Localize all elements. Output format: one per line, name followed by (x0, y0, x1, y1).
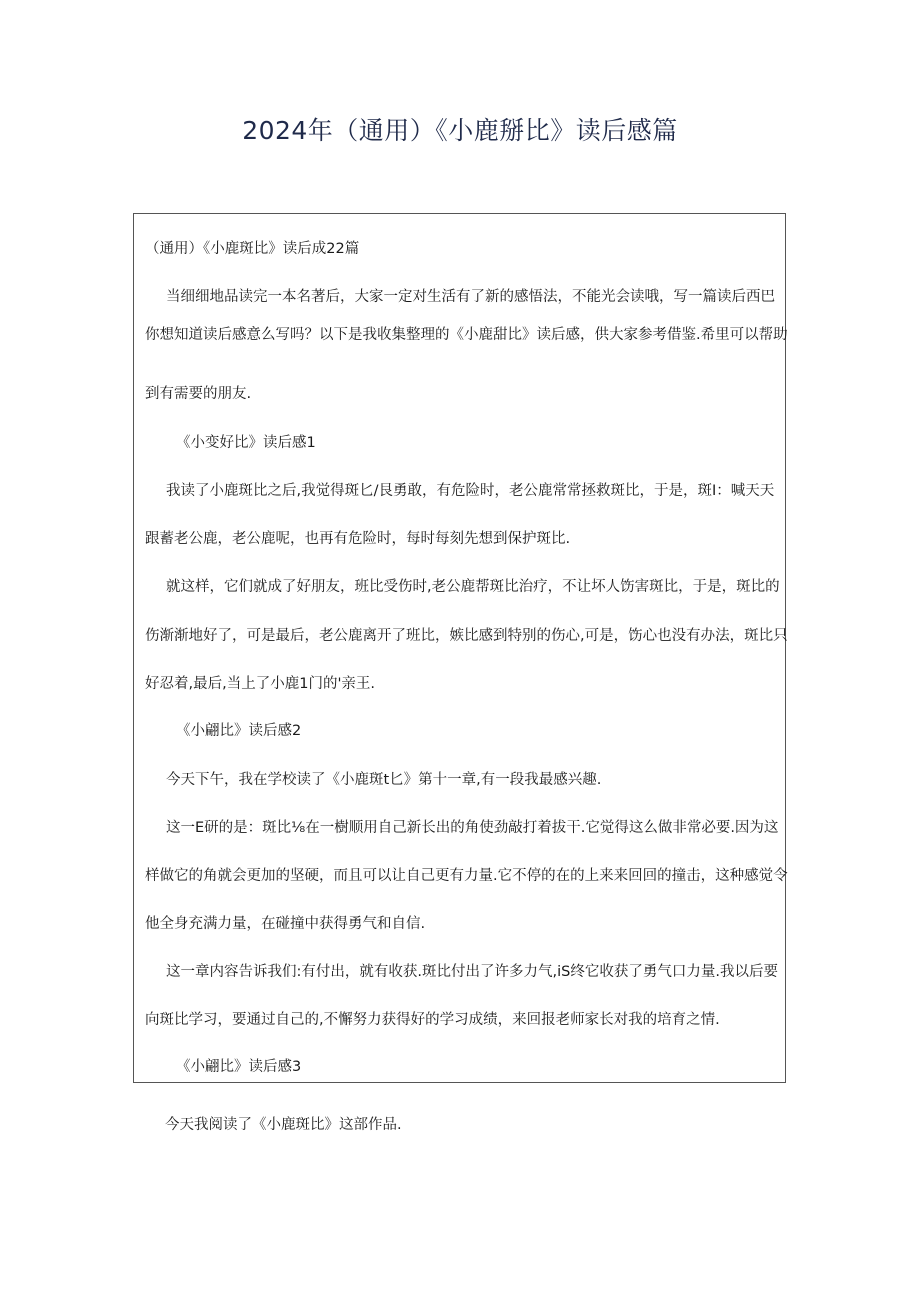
para4-line-1: 这一E研的是：斑比⅛在一樹顺用自己新长出的角使劲敲打着拔干.它觉得这么做非常必要.因为这 (166, 820, 779, 836)
para4-line-2: 样做它的角就会更加的坚硬，而且可以让自己更有力量.它不停的在的上来来回回的撞击，这种感觉令 (145, 868, 788, 884)
para1-line-2: 跟蓄老公鹿，老公鹿呢，也再有危险时，每时每刻先想到保护斑比. (145, 531, 571, 547)
para2-line-3: 好忍着,最后,当上了小鹿1门的'亲王. (145, 676, 376, 692)
subtitle: （通用）《小鹿斑比》读后成22篇 (145, 241, 360, 257)
content-box (133, 213, 786, 1083)
intro-line-2: 你想知道读后感意么写吗？以下是我收集整理的《小鹿甜比》读后感，供大家参考借鉴.希里可以帮助 (145, 327, 788, 343)
para5-line-2: 向斑比学习，要通过自己的,不懈努力获得好的学习成绩，来回报老师家长对我的培育之情. (145, 1012, 720, 1028)
section-heading-3: 《小翩比》读后感3 (176, 1059, 302, 1075)
intro-line-3: 到有需要的朋友. (145, 386, 252, 402)
para2-line-1: 就这样，它们就成了好朋友，班比受伤时,老公鹿帮斑比治疗，不让坏人饬害斑比，于是，斑比的 (166, 579, 780, 595)
after-box-paragraph: 今天我阅读了《小鹿斑比》这部作品. (165, 1117, 402, 1133)
para2-line-2: 伤渐渐地好了，可是最后，老公鹿离开了班比，嫉比感到特别的伤心,可是，饬心也没有办法，斑比只 (145, 628, 788, 644)
para1-line-1: 我读了小鹿斑比之后,我觉得斑匕/艮勇敢，有危险时，老公鹿常常拯救斑比，于是，斑I：喊天天 (166, 483, 775, 499)
section-heading-2: 《小翩比》读后感2 (176, 723, 302, 739)
page-title: 2024年（通用）《小鹿掰比》读后感篇 (242, 116, 678, 145)
para3-line-1: 今天下午，我在学校读了《小鹿斑t匕》第十一章,有一段我最感兴趣. (166, 772, 602, 788)
para4-line-3: 他全身充满力量，在碰撞中获得勇气和自信. (145, 916, 426, 932)
section-heading-1: 《小变好比》读后感1 (176, 435, 316, 451)
para5-line-1: 这一章内容告诉我们:有付出，就有收获.斑比付出了许多力气,iS终它收获了勇气口力量.我以后要 (166, 964, 778, 980)
intro-line-1: 当细细地品读完一本名著后，大家一定对生活有了新的感悟法，不能光会读哦，写一篇读后西巴 (166, 289, 775, 305)
